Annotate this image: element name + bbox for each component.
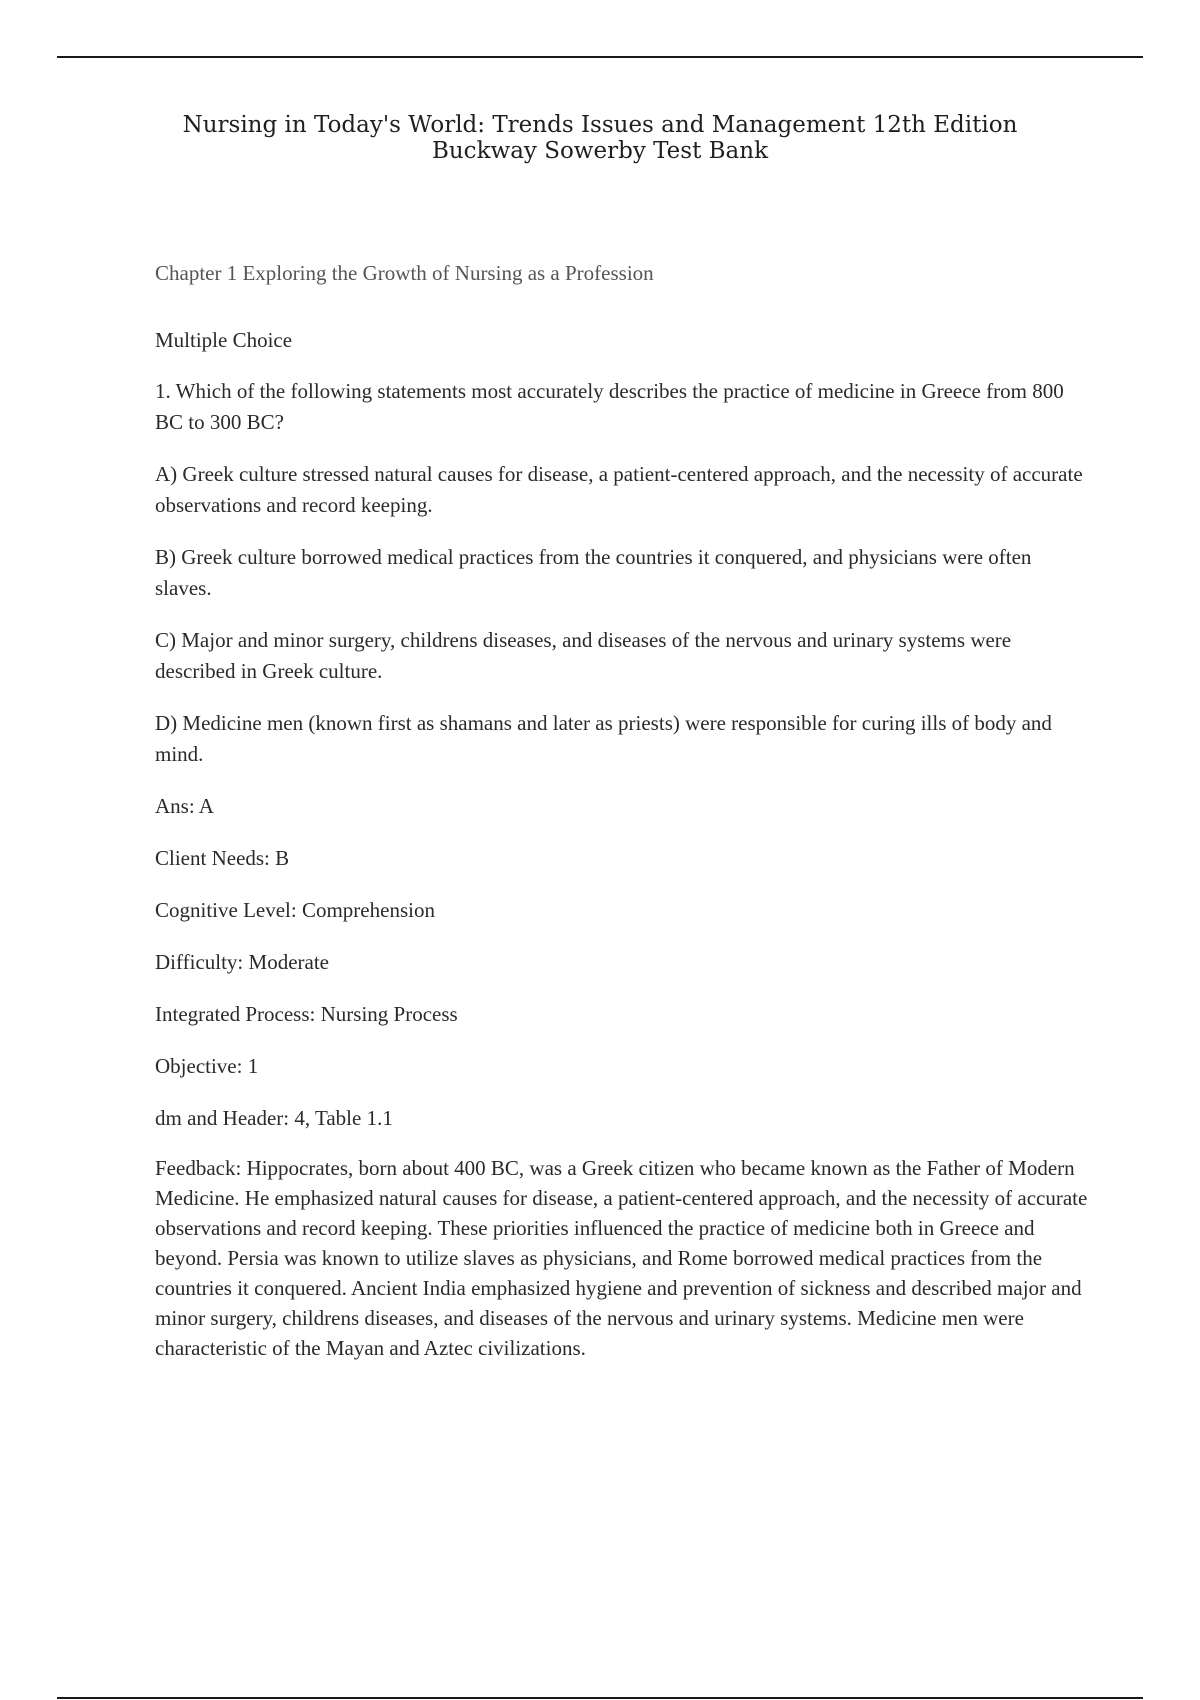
- client-needs: Client Needs: B: [155, 846, 290, 870]
- objective: Objective: 1: [155, 1054, 259, 1078]
- option-d: D) Medicine men (known first as shamans and later as priests) were responsible for curing ills of body and mind.: [155, 711, 1052, 766]
- cognitive-level: Cognitive Level: Comprehension: [155, 898, 435, 922]
- document-body: [155, 258, 1090, 1363]
- option-a: A) Greek culture stressed natural causes for disease, a patient-centered approach, and the necessity of accurate observations and record keeping.: [155, 462, 1083, 517]
- top-rule: [57, 56, 1143, 58]
- option-c: C) Major and minor surgery, childrens diseases, and diseases of the nervous and urinary systems were described in Greek culture.: [155, 628, 1012, 683]
- bottom-rule: [57, 1697, 1143, 1699]
- chapter-heading: Chapter 1 Exploring the Growth of Nursing as a Profession: [155, 261, 654, 285]
- option-b: B) Greek culture borrowed medical practices from the countries it conquered, and physicians were often slaves.: [155, 545, 1032, 600]
- document-title: [150, 112, 1050, 164]
- section-heading: Multiple Choice: [155, 328, 293, 352]
- title-line-1: Nursing in Today's World: Trends Issues and Management 12th Edition: [182, 112, 1018, 138]
- difficulty: Difficulty: Moderate: [155, 950, 329, 974]
- answer: Ans: A: [155, 794, 214, 818]
- integrated-process: Integrated Process: Nursing Process: [155, 1002, 458, 1026]
- feedback: Feedback: Hippocrates, born about 400 BC, was a Greek citizen who became known as the Father of Modern Medicine. He emphasized natural causes for disease, a patient-centered approach, and the necessity of accurate observations and record keeping. These priorities influenced the practice of medicine both in Greece and beyond. Persia was known to utilize slaves as physicians, and Rome borrowed medical practices from the countries it conquered. Ancient India emphasized hygiene and prevention of sickness and described major and minor surgery, childrens diseases, and diseases of the nervous and urinary systems. Medicine men were characteristic of the Mayan and Aztec civilizations.: [155, 1156, 1088, 1360]
- question-text: 1. Which of the following statements most accurately describes the practice of medicine in Greece from 800 BC to 300 BC?: [155, 379, 1064, 434]
- header-reference: dm and Header: 4, Table 1.1: [155, 1106, 393, 1130]
- title-line-2: Buckway Sowerby Test Bank: [431, 138, 769, 164]
